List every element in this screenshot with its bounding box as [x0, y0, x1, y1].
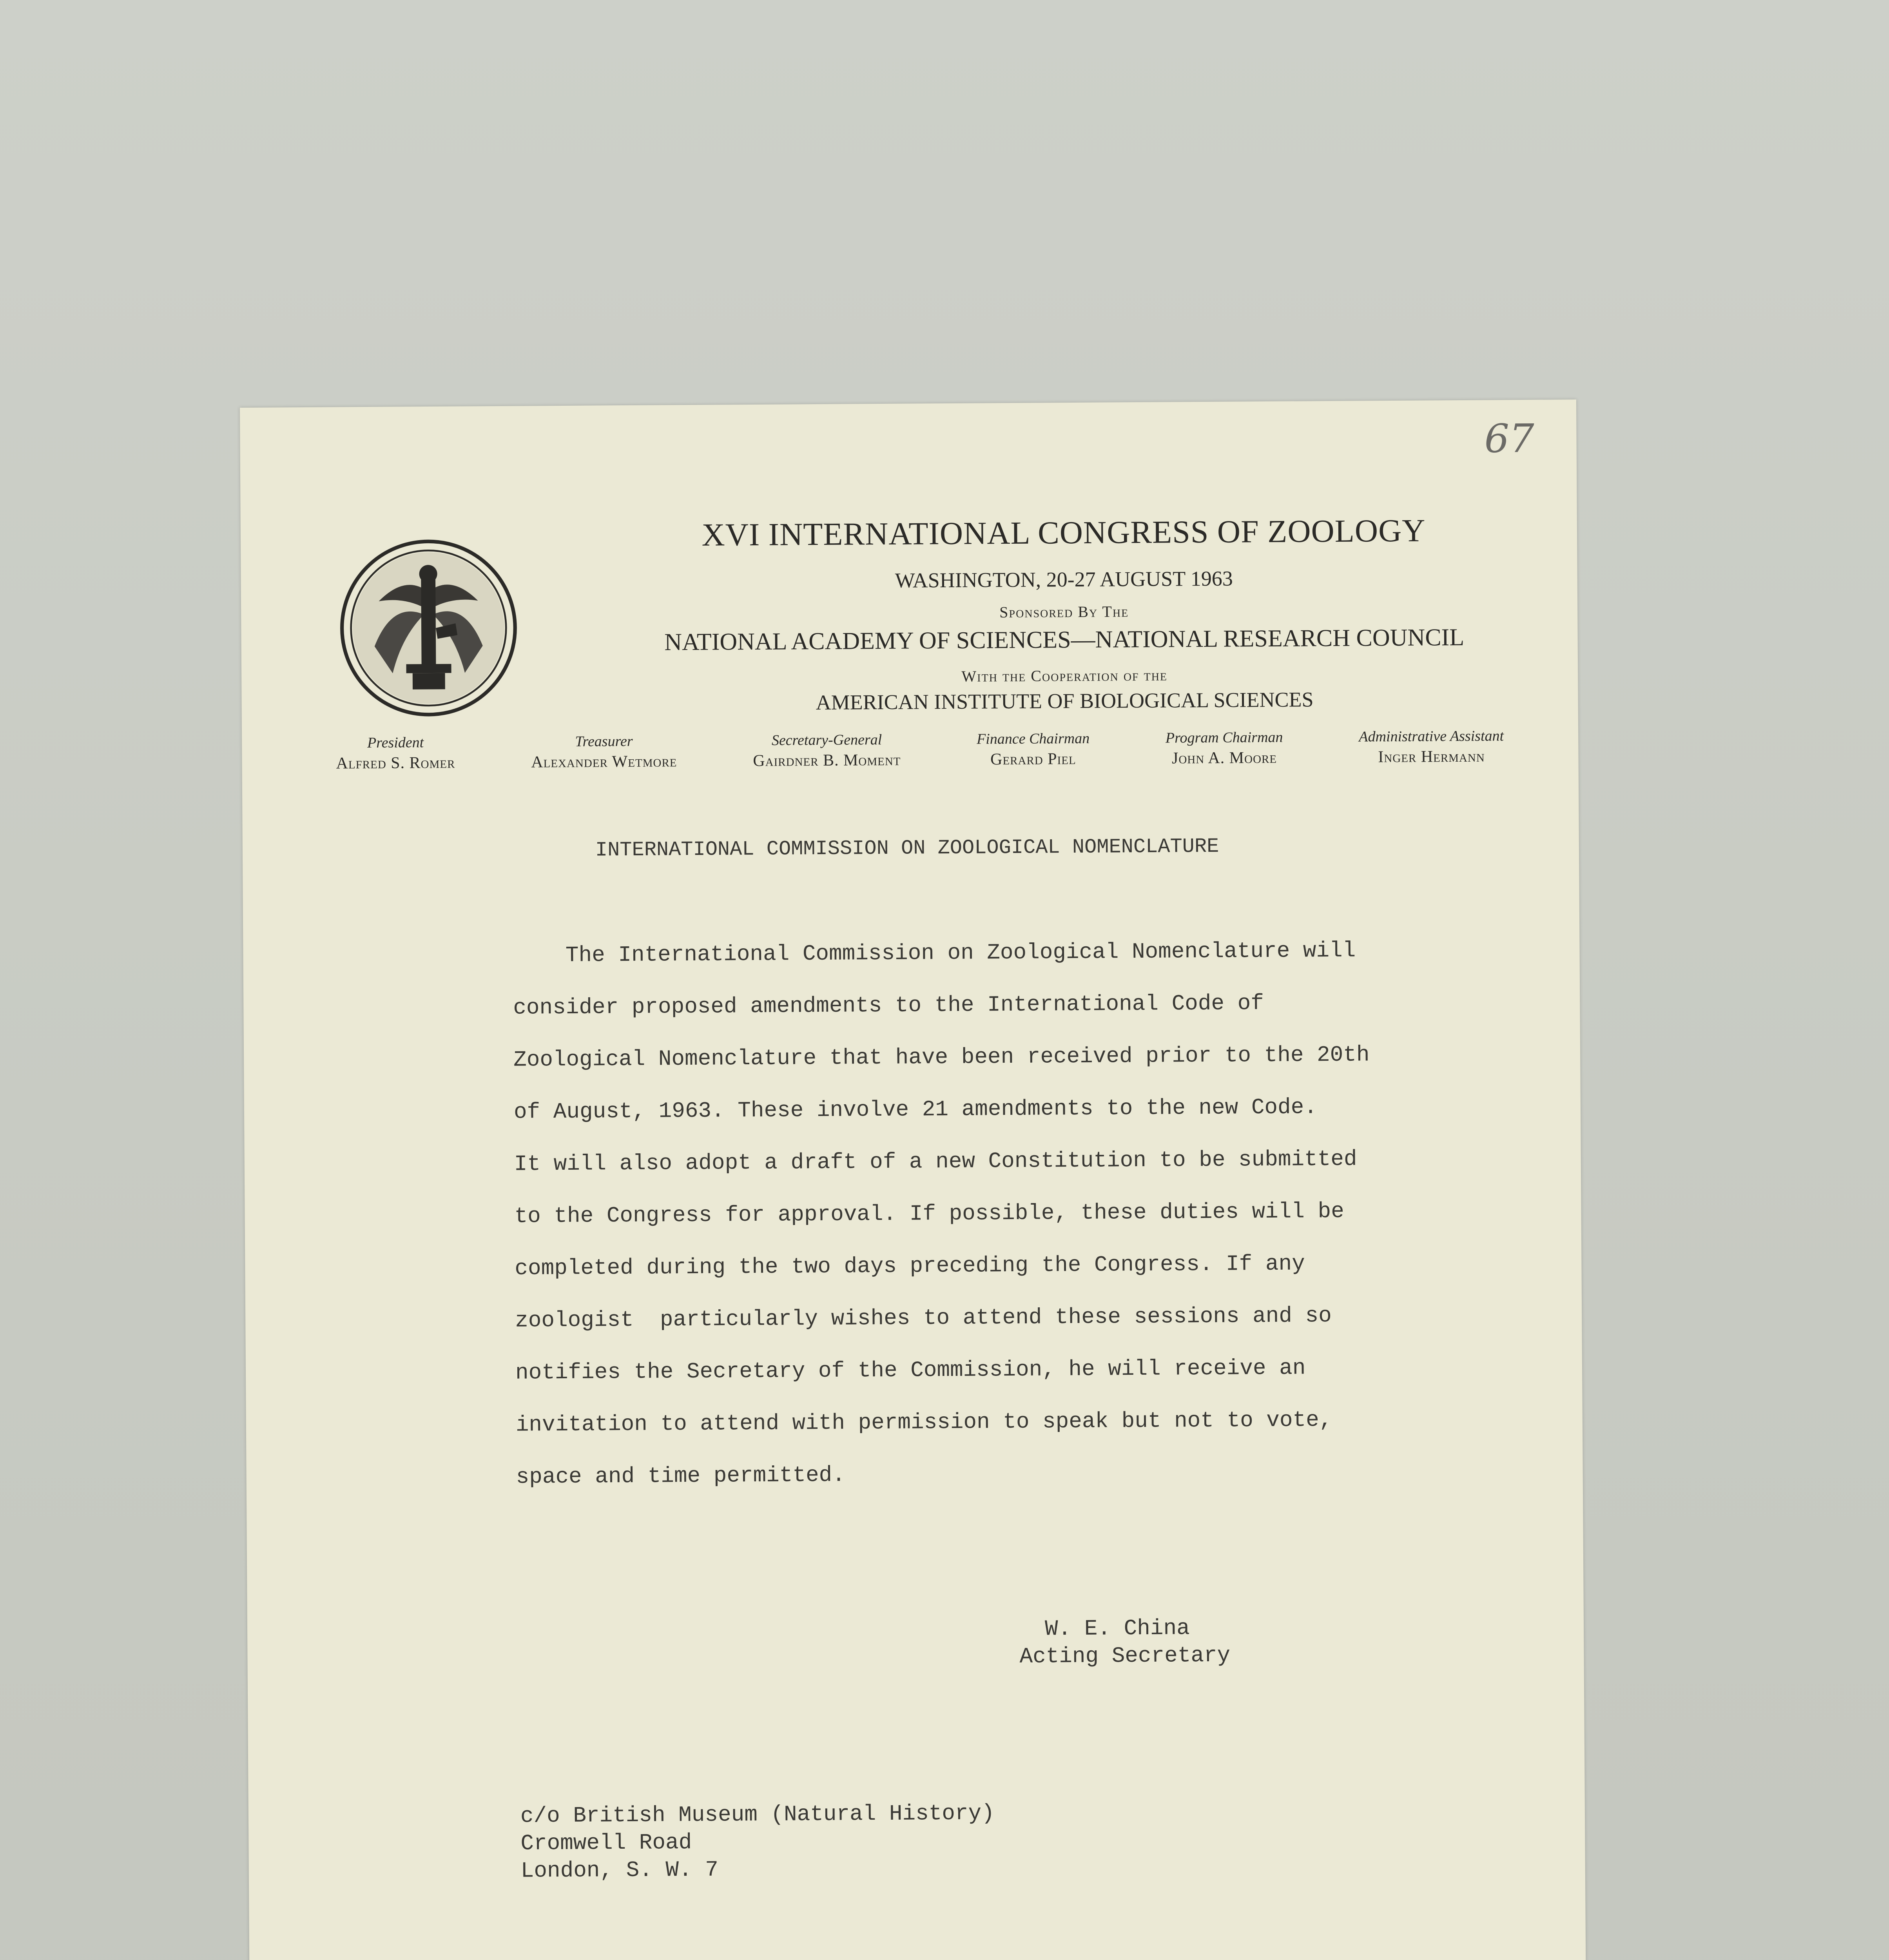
- cooperator-name: AMERICAN INSTITUTE OF BIOLOGICAL SCIENCES: [816, 688, 1314, 715]
- officer-role: Secretary-General: [771, 731, 882, 749]
- signatory-name: W. E. China: [1044, 1615, 1190, 1642]
- body-line: to the Congress for approval. If possible, these duties will be: [514, 1198, 1344, 1229]
- officer-administrative-assistant: [1359, 727, 1504, 766]
- body-line: completed during the two days preceding the Congress. If any: [515, 1251, 1305, 1281]
- body-line: The International Commission on Zoological Nomenclature will: [513, 938, 1356, 968]
- page-number: 67: [1484, 415, 1535, 462]
- document-heading: INTERNATIONAL COMMISSION ON ZOOLOGICAL NOMENCLATURE: [595, 835, 1219, 862]
- officer-role: Administrative Assistant: [1359, 728, 1504, 745]
- officer-name: Inger Hermann: [1378, 747, 1485, 766]
- place-date: WASHINGTON, 20-27 AUGUST 1963: [895, 566, 1233, 592]
- officer-name: Alexander Wetmore: [531, 752, 677, 771]
- officer-program-chairman: [1166, 729, 1283, 768]
- address-line: Cromwell Road: [520, 1830, 692, 1856]
- officer-name: Gairdner B. Moment: [753, 751, 901, 770]
- address-line: London, S. W. 7: [520, 1857, 719, 1884]
- officer-president: [336, 734, 455, 773]
- body-line: notifies the Secretary of the Commission, he will receive an: [515, 1355, 1306, 1385]
- letter-page: [240, 399, 1587, 1960]
- officer-finance-chairman: [977, 730, 1090, 769]
- officer-name: Alfred S. Romer: [336, 753, 455, 773]
- signatory-title: Acting Secretary: [1019, 1642, 1231, 1669]
- officer-treasurer: [531, 732, 677, 771]
- body-line: Zoological Nomenclature that have been received prior to the 20th: [513, 1042, 1370, 1073]
- body-line: of August, 1963. These involve 21 amendments to the new Code.: [513, 1094, 1318, 1125]
- officer-role: Treasurer: [575, 733, 633, 750]
- body-line: invitation to attend with permission to speak but not to vote,: [515, 1407, 1332, 1437]
- body-line: consider proposed amendments to the International Code of: [513, 991, 1264, 1020]
- officer-role: President: [367, 734, 424, 751]
- body-line: It will also adopt a draft of a new Constitution to be submitted: [514, 1146, 1357, 1177]
- officer-secretary-general: [753, 731, 901, 770]
- officer-role: Finance Chairman: [976, 730, 1090, 748]
- sponsor-name: NATIONAL ACADEMY OF SCIENCES—NATIONAL RESEARCH COUNCIL: [664, 624, 1465, 656]
- officer-name: Gerard Piel: [990, 750, 1076, 769]
- address-line: c/o British Museum (Natural History): [520, 1800, 995, 1829]
- officer-name: John A. Moore: [1171, 748, 1277, 768]
- cooperation-label: With the Cooperation of the: [961, 666, 1168, 685]
- congress-seal-logo: [338, 537, 519, 719]
- officer-role: Program Chairman: [1165, 729, 1283, 746]
- congress-title: XVI INTERNATIONAL CONGRESS OF ZOOLOGY: [702, 512, 1426, 553]
- officers-row: [336, 727, 1504, 773]
- sponsored-by-label: Sponsored By The: [999, 603, 1129, 621]
- body-line: zoologist particularly wishes to attend these sessions and so: [515, 1303, 1332, 1333]
- body-line: space and time permitted.: [516, 1462, 845, 1490]
